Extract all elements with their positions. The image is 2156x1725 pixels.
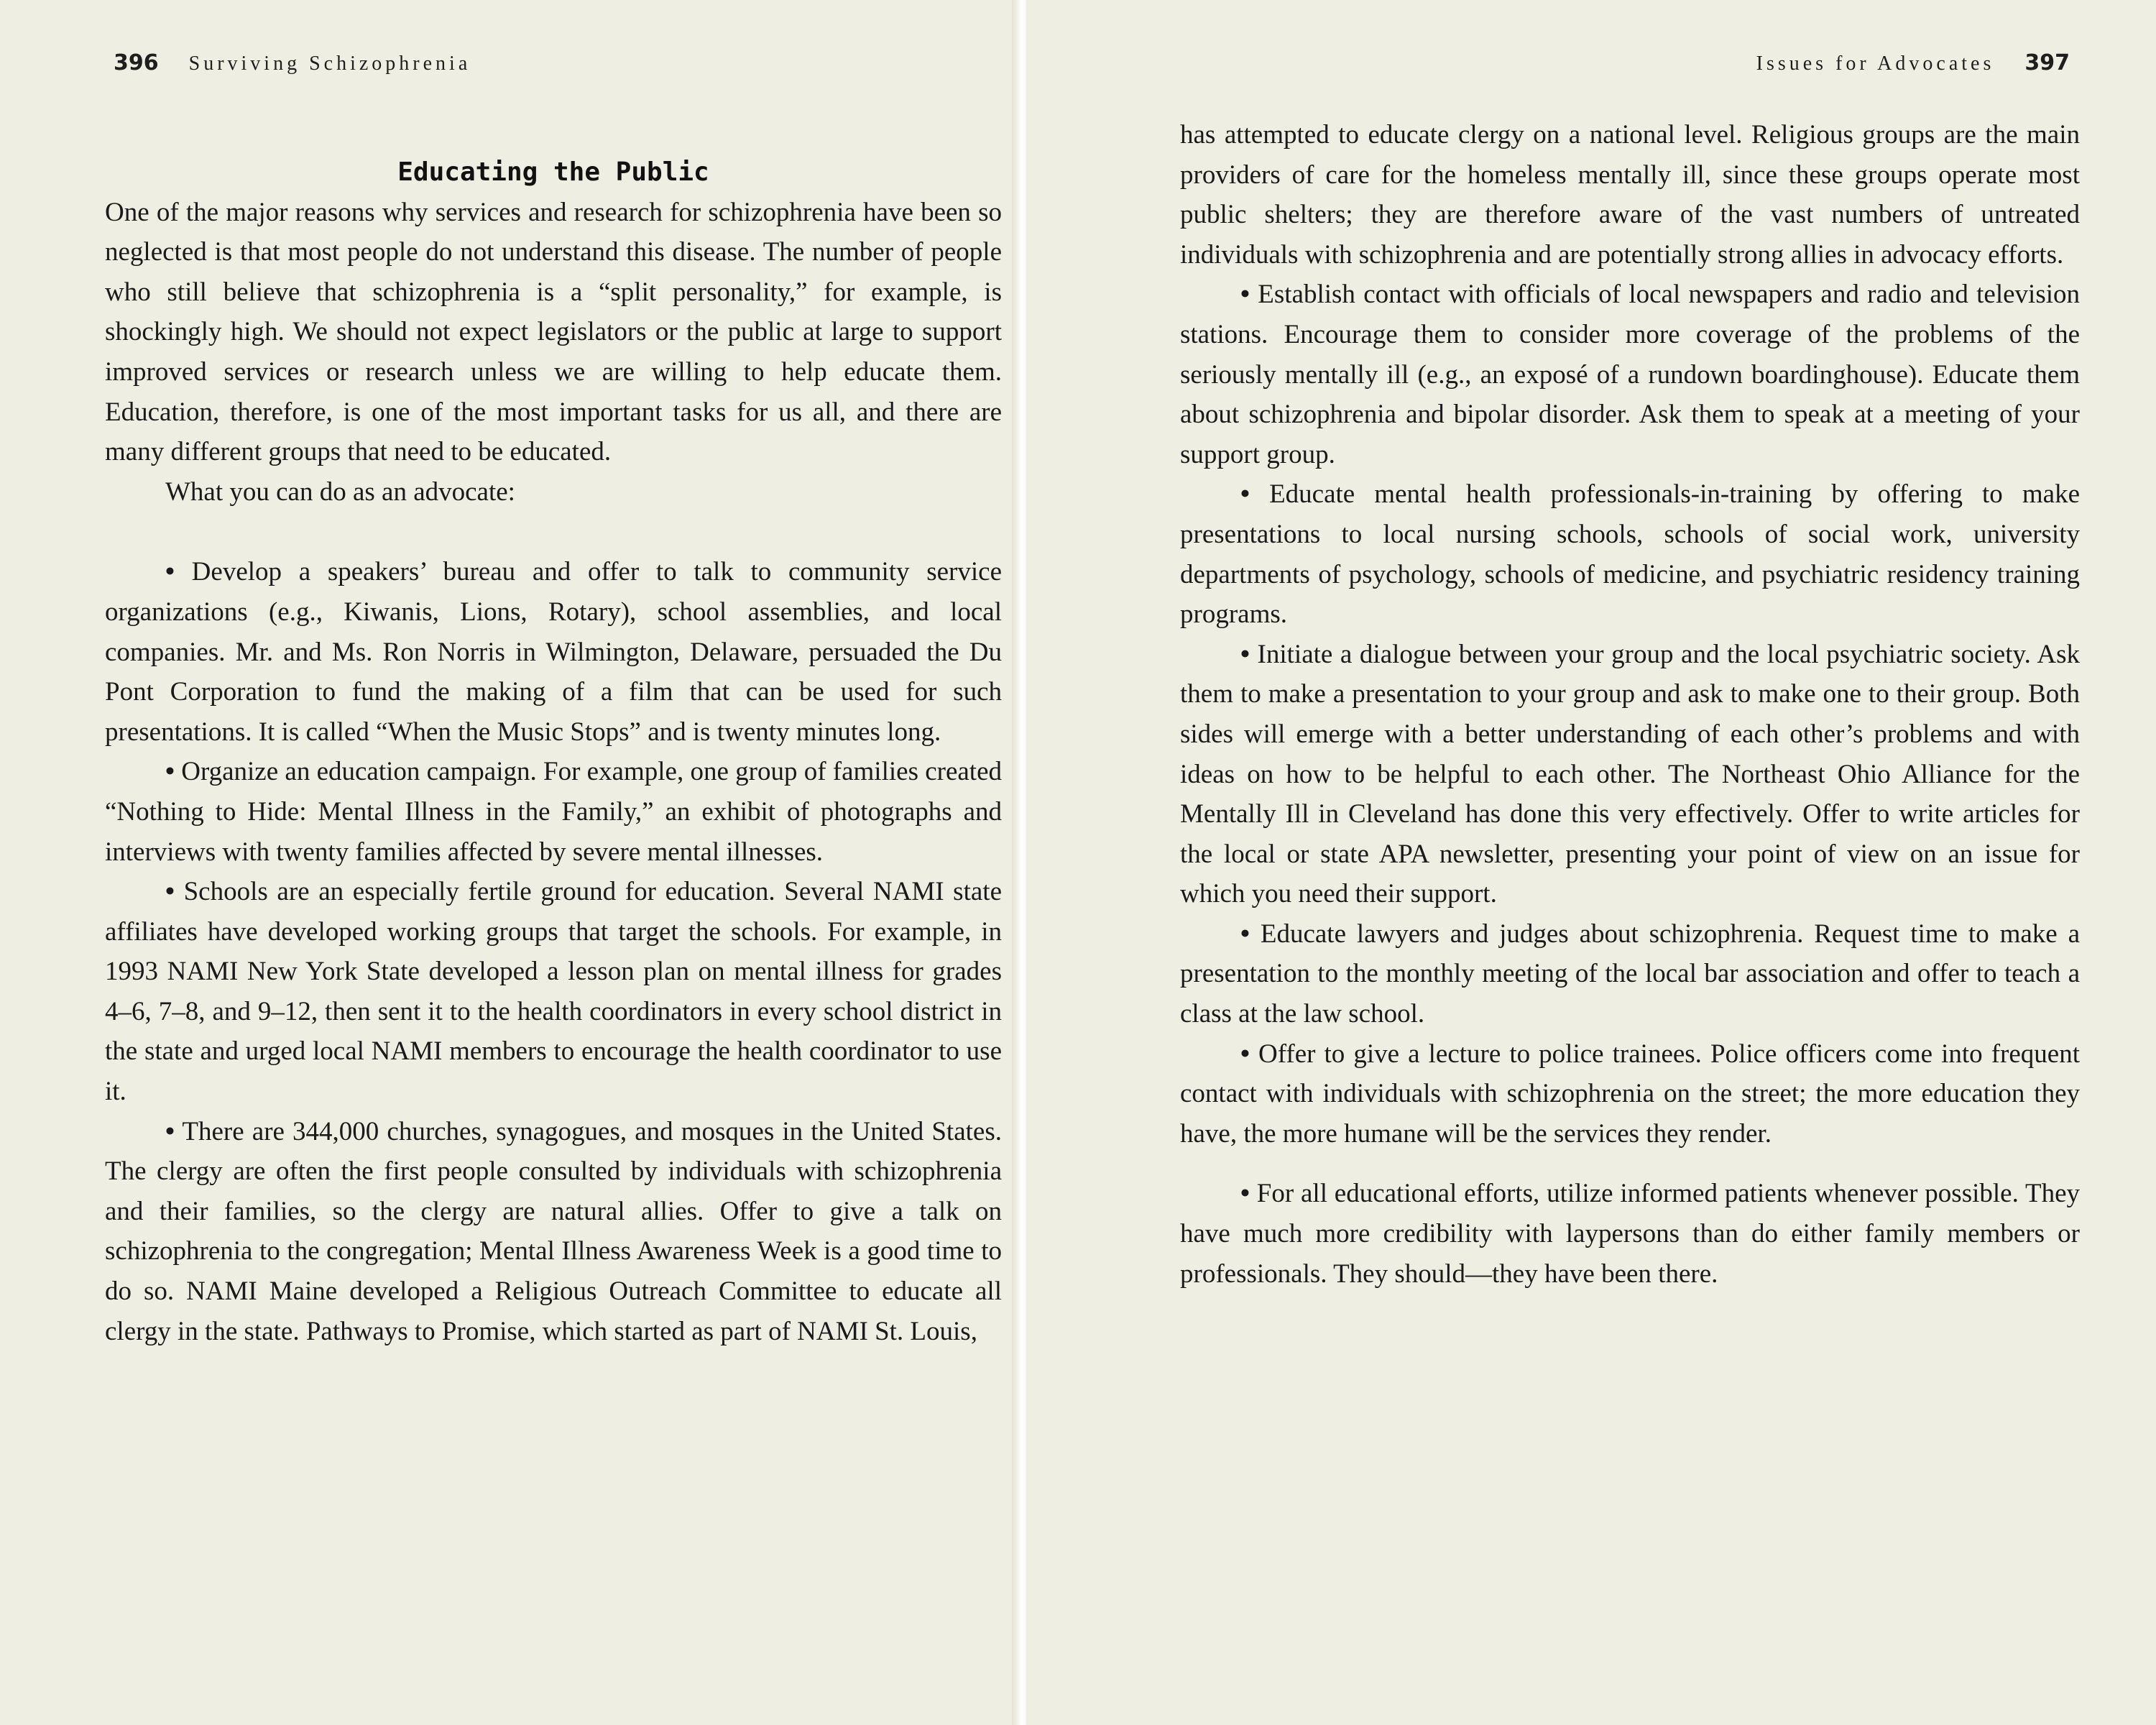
- bullet-glyph: •: [1240, 1179, 1250, 1209]
- bullet-glyph: •: [1240, 919, 1250, 949]
- bullet-glyph: •: [165, 1116, 175, 1146]
- running-title-right: Issues for Advocates: [1756, 52, 1995, 75]
- bullet-text: Organize an education campaign. For example, one group of families created “Nothing to Hide: Mental Illness in the Family,” an exhibit of photographs and interviews with twenty families affected by severe mental illnesses.: [105, 757, 1003, 867]
- intro-paragraph: One of the major reasons why services and research for schizophrenia have been so neglected is that most people do not understand this disease. The number of people who still believe that schizophrenia is a “split personality,” for example, is shockingly high. We should not expect legislators or the public at large to support improved services or research unless we are willing to help educate them. Education, therefore, is one of the most important tasks for us all, and there are many different groups that need to be educated.: [105, 197, 1002, 467]
- right-page: [1026, 0, 2156, 1725]
- bullet-text: Schools are an especially fertile ground for education. Several NAMI state affiliates have developed working groups that target the schools. For example, in 1993 NAMI New York State developed a lesson plan on mental illness for grades 4–6, 7–8, and 9–12, then sent it to the health coordinators in every school district in the state and urged local NAMI members to encourage the health coordinator to use it.: [105, 877, 1002, 1107]
- bullet-text: Educate mental health professionals-in-training by offering to make presentations to local nursing schools, schools of social work, university departments of psychology, schools of medicine, and psychiatric residency training programs.: [1180, 479, 2081, 630]
- page-number-left: 396: [114, 50, 159, 75]
- bullet-paragraph: [1180, 635, 2080, 914]
- bullet-paragraph: [1180, 275, 2080, 474]
- bullet-text: Offer to give a lecture to police trainees. Police officers come into frequent contact with individuals with schizophrenia on the street; the more education they have, the more humane will be the services they render.: [1180, 1039, 2080, 1149]
- bullet-text: Initiate a dialogue between your group and the local psychiatric society. Ask them to make a presentation to your group and ask to make one to their group. Both sides will emerge with a better understanding of each other’s problems and with ideas on how to be helpful to each other. The Northeast Ohio Alliance for the Mentally Ill in Cleveland has done this very effectively. Offer to write articles for the local or state APA newsletter, presenting your point of view on an issue for which you need their support.: [1180, 639, 2080, 909]
- bullet-glyph: •: [1240, 280, 1250, 310]
- bullet-glyph: •: [1240, 639, 1250, 669]
- blank-line: [1180, 1154, 2080, 1174]
- left-page: [0, 0, 1015, 1725]
- page-number-right: 397: [2024, 50, 2070, 75]
- continuation-paragraph: has attempted to educate clergy on a national level. Religious groups are the main providers of care for the homeless mentally ill, since these groups operate most public shelters; they are therefore aware of the vast numbers of untreated individuals with schizophrenia and are potentially strong allies in advocacy efforts.: [1180, 120, 2080, 270]
- section-heading: Educating the Public: [397, 157, 709, 187]
- bullet-glyph: •: [1240, 1039, 1250, 1069]
- bullet-paragraph: [105, 552, 1002, 752]
- bullet-paragraph: [105, 872, 1002, 1112]
- bullet-glyph: •: [1240, 479, 1250, 510]
- left-text-block: [105, 152, 1002, 1351]
- left-running-head: [114, 50, 471, 75]
- bullet-text: Educate lawyers and judges about schizophrenia. Request time to make a presentation to the monthly meeting of the local bar association and offer to teach a class at the law school.: [1180, 919, 2080, 1029]
- bullet-paragraph: [1180, 914, 2080, 1034]
- bullet-text: For all educational efforts, utilize informed patients whenever possible. They have much more credibility with laypersons than do either family members or professionals. They should—they have been there.: [1180, 1179, 2081, 1289]
- running-title-left: Surviving Schizophrenia: [188, 52, 471, 75]
- bullet-glyph: •: [165, 877, 175, 907]
- bullet-paragraph: [1180, 1174, 2080, 1294]
- bullet-glyph: •: [165, 757, 175, 787]
- right-text-block: [1180, 115, 2080, 1294]
- bullet-text: Develop a speakers’ bureau and offer to talk to community service organizations (e.g., Kiwanis, Lions, Rotary), school assemblies, and local companies. Mr. and Ms. Ron Norris in Wilmington, Delaware, persuaded the Du Pont Corporation to fund the making of a film that can be used for such presentations. It is called “When the Music Stops” and is twenty minutes long.: [105, 557, 1003, 747]
- blank-line: [105, 512, 1002, 552]
- bullet-text: There are 344,000 churches, synagogues, and mosques in the United States. The clergy are often the first people consulted by individuals with schizophrenia and their families, so the clergy are natural allies. Offer to give a talk on schizophrenia to the congregation; Mental Illness Awareness Week is a good time to do so. NAMI Maine developed a Religious Outreach Committee to educate all clergy in the state. Pathways to Promise, which started as part of NAMI St. Louis,: [105, 1116, 1002, 1346]
- bullet-paragraph: [1180, 474, 2080, 634]
- bullet-paragraph: [1180, 1034, 2080, 1154]
- lead-in-paragraph: What you can do as an advocate:: [165, 477, 515, 507]
- bullet-glyph: •: [165, 557, 175, 587]
- bullet-text: Establish contact with officials of local newspapers and radio and television stations. Encourage them to consider more coverage of the problems of the seriously mentally ill (e.g., an exposé of a rundown boardinghouse). Educate them about schizophrenia and bipolar disorder. Ask them to speak at a meeting of your support group.: [1180, 280, 2081, 469]
- bullet-paragraph: [105, 1112, 1002, 1352]
- bullet-paragraph: [105, 752, 1002, 872]
- right-running-head: [1756, 50, 2070, 75]
